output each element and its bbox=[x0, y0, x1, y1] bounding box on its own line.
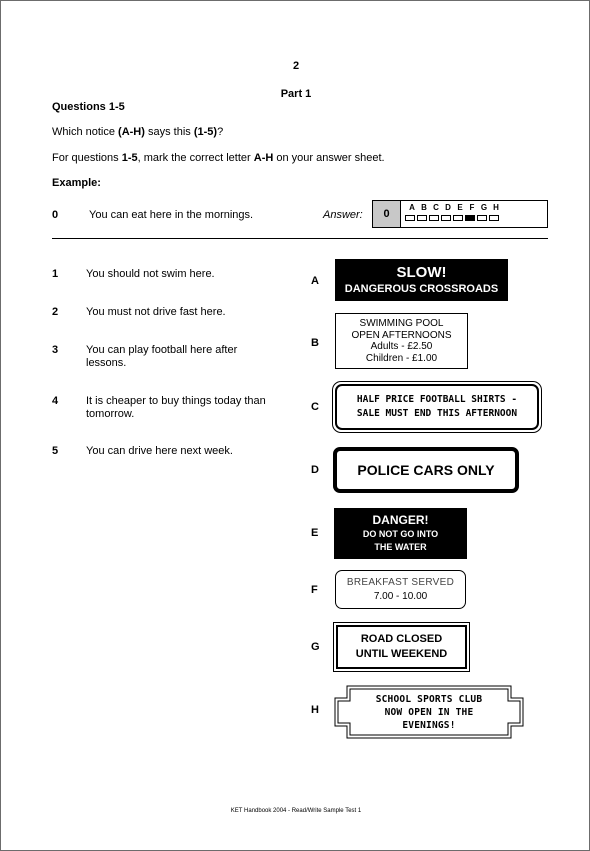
answer-grid-box[interactable] bbox=[489, 215, 499, 221]
answer-grid-number: 0 bbox=[373, 201, 401, 227]
footer: KET Handbook 2004 - Read/Write Sample Test 1 bbox=[230, 808, 362, 814]
question-text: You can drive here next week. bbox=[86, 445, 233, 457]
notice-b-sign bbox=[335, 313, 468, 369]
example-label: Example: bbox=[52, 177, 101, 189]
notice-b-line2: OPEN AFTERNOONS bbox=[351, 329, 452, 341]
notice-e-line1: DANGER! bbox=[372, 513, 429, 527]
page-number: 2 bbox=[292, 60, 300, 72]
notice-h-sign bbox=[341, 687, 517, 737]
question-text: It is cheaper to buy things today than tomorrow. bbox=[86, 395, 266, 420]
answer-grid-letter: B bbox=[421, 203, 427, 212]
answer-grid-box[interactable] bbox=[417, 215, 427, 221]
questions-heading: Questions 1-5 bbox=[52, 101, 125, 113]
instruction-mark-answer bbox=[52, 152, 385, 164]
answer-grid-box[interactable] bbox=[477, 215, 487, 221]
notice-a-sign bbox=[335, 259, 508, 301]
answer-grid-letter: G bbox=[480, 203, 488, 212]
notice-g-sign bbox=[336, 625, 467, 669]
answer-grid-letter: D bbox=[445, 203, 451, 212]
notice-c-sign bbox=[335, 384, 539, 430]
answer-grid-box[interactable] bbox=[465, 215, 475, 221]
answer-label: Answer: bbox=[323, 209, 363, 221]
divider bbox=[52, 238, 548, 239]
instruction-range-numbers: (1-5) bbox=[193, 126, 218, 138]
notice-h-line2: NOW OPEN IN THE bbox=[384, 706, 474, 718]
notice-e-line2: DO NOT GO INTO bbox=[362, 529, 439, 539]
answer-grid-letter: E bbox=[457, 203, 463, 212]
instruction-text: on your answer sheet. bbox=[273, 152, 385, 164]
question-number: 1 bbox=[52, 268, 59, 280]
notice-d-sign bbox=[333, 447, 519, 493]
answer-grid-letters bbox=[406, 203, 502, 212]
notice-e-line3: THE WATER bbox=[374, 542, 427, 552]
instruction-text: Which notice bbox=[52, 126, 119, 138]
notice-d-line1: POLICE CARS ONLY bbox=[357, 462, 495, 478]
answer-grid-letter: A bbox=[409, 203, 415, 212]
answer-grid-letter: F bbox=[469, 203, 475, 212]
notice-letter: C bbox=[311, 401, 319, 413]
notice-g-line1: ROAD CLOSED bbox=[360, 633, 443, 645]
answer-grid-box[interactable] bbox=[429, 215, 439, 221]
instruction-text: For questions bbox=[52, 152, 122, 164]
question-text: You must not drive fast here. bbox=[86, 306, 226, 318]
instruction-text: says this bbox=[144, 126, 194, 138]
answer-grid-letter: H bbox=[493, 203, 499, 212]
question-number: 5 bbox=[52, 445, 59, 457]
notice-g-line2: UNTIL WEEKEND bbox=[355, 648, 448, 660]
notice-h-line3: EVENINGS! bbox=[402, 719, 456, 731]
notice-c-line1: HALF PRICE FOOTBALL SHIRTS - bbox=[356, 394, 518, 405]
notice-b-line1: SWIMMING POOL bbox=[359, 318, 444, 329]
notice-letter: D bbox=[311, 464, 319, 476]
notice-h-line1: SCHOOL SPORTS CLUB bbox=[375, 693, 483, 705]
notice-f-sign bbox=[335, 570, 466, 609]
answer-grid-box[interactable] bbox=[405, 215, 415, 221]
answer-grid-box[interactable] bbox=[441, 215, 451, 221]
instruction-text: , mark the correct letter bbox=[137, 152, 254, 164]
notice-letter: H bbox=[311, 704, 319, 716]
answer-grid-boxes bbox=[405, 215, 501, 221]
notice-c-line2: SALE MUST END THIS AFTERNOON bbox=[356, 408, 518, 419]
instruction-range-letters: (A-H) bbox=[118, 126, 145, 138]
notice-b-line3: Adults - £2.50 bbox=[370, 341, 433, 352]
instruction-range-numbers: 1-5 bbox=[121, 152, 138, 164]
notice-b-line4: Children - £1.00 bbox=[365, 352, 438, 364]
example-number: 0 bbox=[52, 209, 59, 221]
answer-grid bbox=[372, 200, 548, 228]
notice-letter: B bbox=[311, 337, 319, 349]
notice-letter: A bbox=[311, 275, 319, 287]
notice-e-sign bbox=[334, 508, 467, 559]
instruction-range-letters: A-H bbox=[253, 152, 274, 164]
notice-letter: E bbox=[311, 527, 319, 539]
notice-letter: F bbox=[311, 584, 318, 596]
part-heading: Part 1 bbox=[280, 88, 312, 100]
notice-a-line2: DANGEROUS CROSSROADS bbox=[344, 283, 499, 295]
notice-f-line1: BREAKFAST SERVED bbox=[346, 577, 455, 588]
question-number: 3 bbox=[52, 344, 59, 356]
answer-grid-letter: C bbox=[433, 203, 439, 212]
answer-grid-box[interactable] bbox=[453, 215, 463, 221]
question-number: 4 bbox=[52, 395, 59, 407]
notice-f-line2: 7.00 - 10.00 bbox=[373, 591, 428, 602]
notice-a-line1: SLOW! bbox=[396, 264, 447, 281]
question-text: You should not swim here. bbox=[86, 268, 215, 280]
instruction-which-notice bbox=[52, 126, 223, 138]
notice-letter: G bbox=[311, 641, 320, 653]
question-text: You can play football here after lessons. bbox=[86, 344, 238, 369]
example-text: You can eat here in the mornings. bbox=[89, 209, 254, 221]
instruction-text: ? bbox=[217, 126, 224, 138]
question-number: 2 bbox=[52, 306, 59, 318]
